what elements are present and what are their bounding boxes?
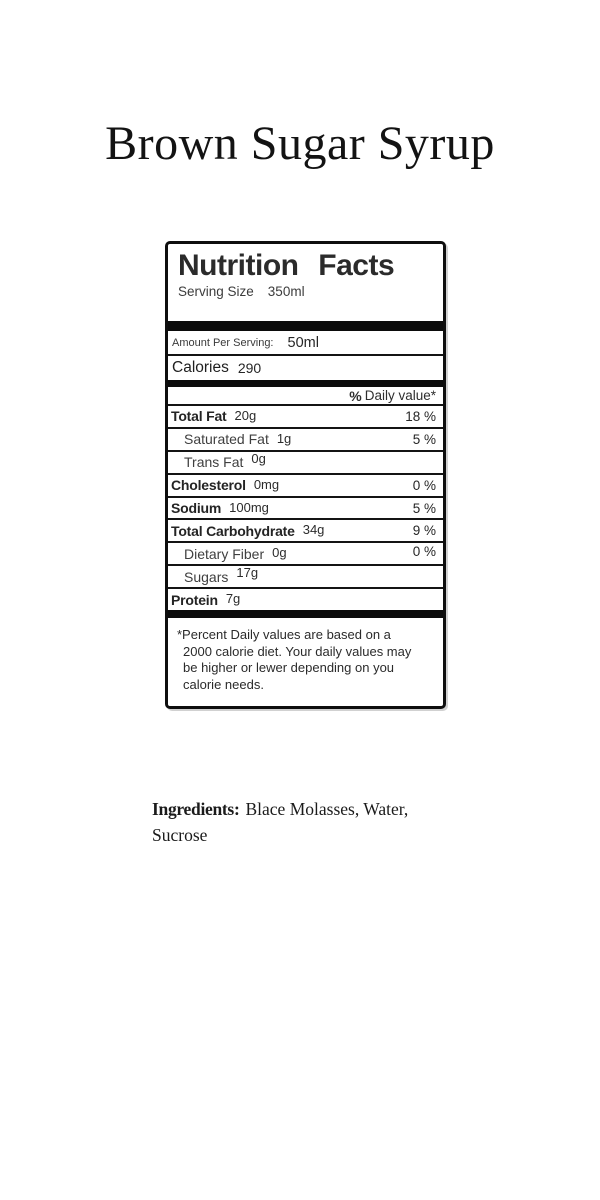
nutrient-amount: 0g bbox=[251, 450, 266, 466]
nutrient-daily-value: 5 % bbox=[412, 500, 436, 516]
nutrient-row-total-fat bbox=[168, 406, 443, 429]
nutrient-row-sodium bbox=[168, 498, 443, 521]
nutrient-daily-value: 0 % bbox=[412, 477, 436, 493]
nutrient-daily-value: 18 % bbox=[405, 408, 436, 424]
nutrient-amount: 0mg bbox=[253, 476, 280, 492]
nutrient-label: Total Carbohydrate bbox=[171, 522, 295, 539]
nutrient-row-sugars bbox=[168, 566, 443, 589]
serving-size-value: 350ml bbox=[267, 284, 305, 299]
nutrient-row-cholesterol bbox=[168, 475, 443, 498]
amount-per-serving-label: Amount Per Serving: bbox=[172, 336, 274, 349]
nutrient-row-protein bbox=[168, 589, 443, 610]
nutrient-amount: 17g bbox=[236, 565, 259, 581]
nutrient-label: Saturated Fat bbox=[184, 431, 269, 448]
footnote-line: be higher or lewer depending on you bbox=[183, 660, 395, 675]
calories-value: 290 bbox=[237, 360, 262, 376]
thick-divider-bottom bbox=[168, 610, 443, 618]
nutrient-label: Total Fat bbox=[171, 408, 227, 425]
nutrient-amount: 7g bbox=[225, 591, 241, 607]
nutrient-amount: 100mg bbox=[229, 499, 269, 515]
calories-label: Calories bbox=[172, 359, 229, 376]
nutrient-label: Cholesterol bbox=[171, 477, 246, 494]
daily-value-header-text: Daily value* bbox=[364, 388, 436, 403]
serving-size-row bbox=[172, 284, 437, 299]
nutrient-label: Trans Fat bbox=[184, 454, 244, 471]
daily-value-header bbox=[168, 387, 443, 406]
nutrition-facts-label bbox=[165, 241, 446, 709]
page-title: Brown Sugar Syrup bbox=[105, 117, 495, 170]
nutrient-amount: 0g bbox=[272, 545, 287, 561]
thick-divider-mid bbox=[168, 380, 443, 387]
nutrient-amount: 1g bbox=[276, 430, 292, 446]
label-header bbox=[168, 244, 443, 321]
nutrient-daily-value: 0 % bbox=[412, 544, 436, 560]
ingredients-text bbox=[152, 796, 454, 848]
amount-per-serving-value: 50ml bbox=[287, 334, 319, 351]
calories-row bbox=[168, 356, 443, 380]
nutrient-label: Sugars bbox=[184, 568, 229, 585]
nutrient-row-total-carbohydrate bbox=[168, 520, 443, 543]
nutrient-row-dietary-fiber bbox=[168, 543, 443, 566]
nutrient-row-trans-fat bbox=[168, 452, 443, 475]
label-title: Nutrition Facts bbox=[178, 249, 395, 282]
footnote-line: calorie needs. bbox=[183, 676, 264, 692]
percent-symbol: % bbox=[349, 387, 362, 404]
daily-value-footnote bbox=[168, 618, 443, 706]
footnote-line: *Percent Daily values are based on a bbox=[177, 627, 391, 642]
nutrient-daily-value: 5 % bbox=[412, 431, 436, 447]
nutrient-daily-value: 9 % bbox=[412, 523, 436, 539]
ingredients-value: Blace Molasses, Water, Sucrose bbox=[152, 799, 409, 845]
nutrient-label: Protein bbox=[171, 591, 218, 608]
amount-per-serving-row bbox=[168, 331, 443, 356]
nutrient-amount: 34g bbox=[302, 522, 325, 538]
footnote-line: 2000 calorie diet. Your daily values may bbox=[183, 643, 412, 659]
nutrient-amount: 20g bbox=[234, 407, 257, 423]
nutrient-label: Sodium bbox=[171, 500, 222, 516]
ingredients-label: Ingredients: bbox=[152, 799, 240, 819]
serving-size-label: Serving Size bbox=[178, 284, 254, 299]
thick-divider-top bbox=[168, 321, 443, 331]
nutrient-label: Dietary Fiber bbox=[184, 545, 265, 562]
nutrient-rows bbox=[168, 406, 443, 610]
nutrient-row-saturated-fat bbox=[168, 429, 443, 452]
